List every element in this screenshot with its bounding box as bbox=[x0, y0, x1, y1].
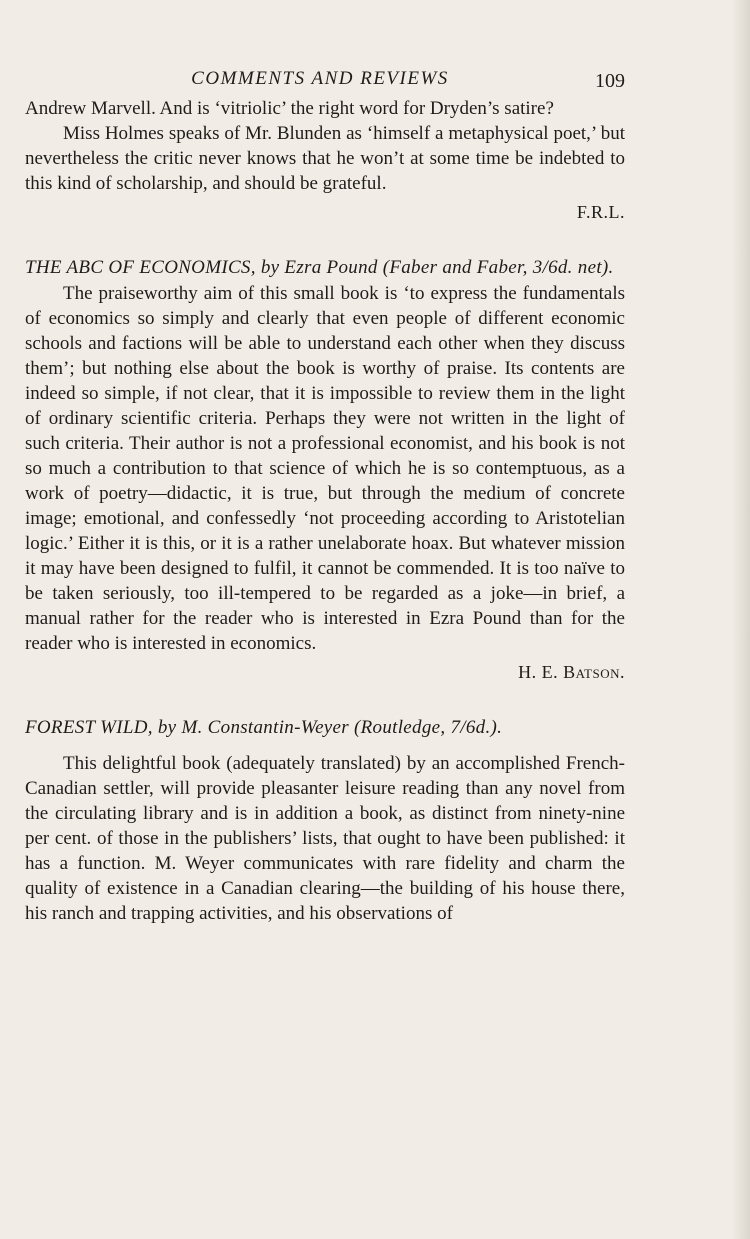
review-abc-of-economics bbox=[25, 255, 625, 685]
paragraph: Andrew Marvell. And is ‘vitriolic’ the right word for Dryden’s satire? bbox=[25, 98, 554, 119]
review-body: The praiseworthy aim of this small book is ‘to express the fundamentals of economics so simply and clearly that even people of different economic schools and factions will be able to understand each other when they discuss them’; but nothing else about the book is worthy of praise. Its contents are indeed so simple, if not clear, that it is impossible to review them in the light of ordinary scientific criteria. Perhaps they were not written in the light of such criteria. Their author is not a professional economist, and his book is not so much a contribution to that science of which he is so contemptuous, as a work of poetry—didactic, it is true, but through the medium of concrete image; emotional, and confessedly ‘not proceeding according to Aristotelian logic.’ Either it is this, or it is a rather unelaborate hoax. But whatever mission it may have been designed to fulfil, it cannot be commended. It is too naïve to be taken seriously, too ill-tempered to be regarded as a joke—in brief, a manual rather for the reader who is interested in Ezra Pound than for the reader who is interested in economics. bbox=[25, 283, 625, 654]
review-body: This delightful book (adequately translated) by an accomplished French-Canadian settler, will provide pleasanter leisure reading than any novel from the circulating library and is in addition a book, as distinct from ninety-nine per cent. of those in the publishers’ lists, that ought to have been published: it has a function. M. Weyer communicates with rare fidelity and charm the quality of existence in a Canadian clearing—the building of his house there, his ranch and trapping activities, and his observations of bbox=[25, 753, 625, 924]
running-head bbox=[25, 60, 625, 96]
section-break bbox=[25, 225, 625, 255]
paragraph: Miss Holmes speaks of Mr. Blunden as ‘himself a metaphysical poet,’ but nevertheless the critic never knows that he won’t at some time be indebted to this kind of scholarship, and should be grateful. bbox=[25, 123, 625, 194]
page-number: 109 bbox=[595, 70, 625, 92]
review-heading: FOREST WILD, by M. Constantin-Weyer (Routledge, 7/6d.). bbox=[25, 717, 503, 738]
running-title: COMMENTS AND REVIEWS bbox=[191, 68, 449, 89]
review-forest-wild bbox=[25, 715, 625, 926]
reviewer-signature: H. E. Batson. bbox=[518, 662, 625, 682]
section-break bbox=[25, 685, 625, 715]
reviewer-signature: F.R.L. bbox=[576, 202, 625, 222]
previous-review-ending bbox=[25, 96, 625, 225]
book-page bbox=[25, 60, 625, 926]
review-heading: THE ABC OF ECONOMICS, by Ezra Pound (Faber and Faber, 3/6d. net). bbox=[25, 257, 614, 278]
page-edge-shadow bbox=[732, 0, 750, 1239]
